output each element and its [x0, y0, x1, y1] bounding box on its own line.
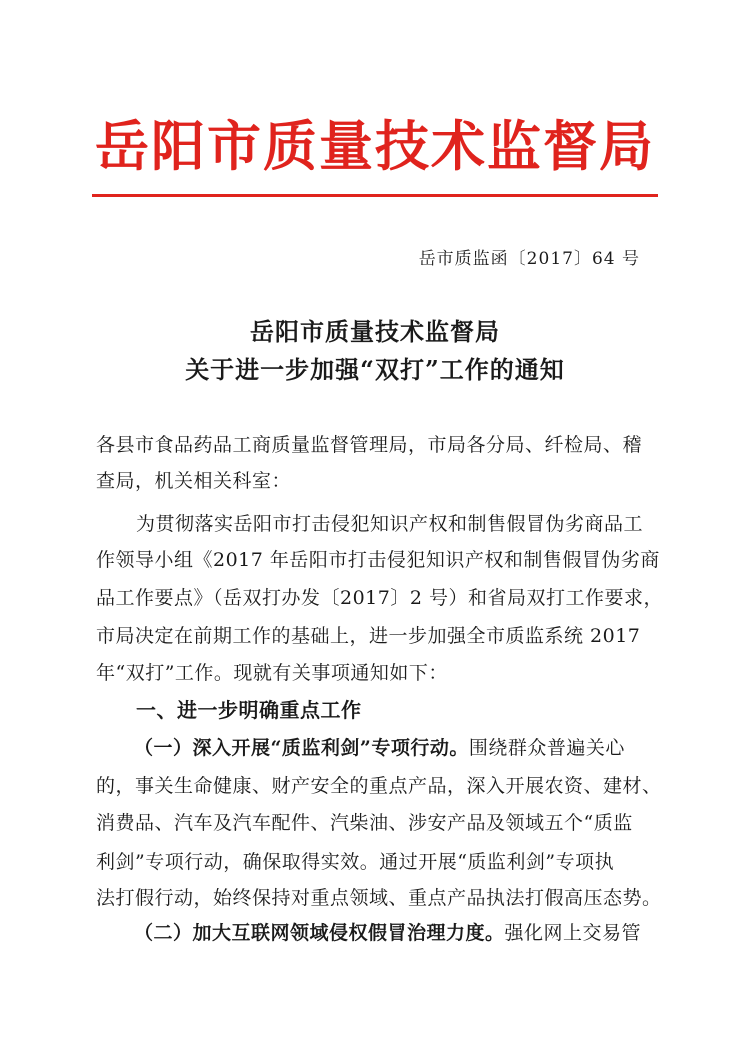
item2-lead: （二）加大互联网领域侵权假冒治理力度。 [134, 922, 505, 944]
item1-line4: 利剑”专项行动，确保取得实效。通过开展“质监利剑”专项执 [96, 851, 615, 873]
para1-line3: 品工作要点》（岳双打办发〔2017〕2 号）和省局双打工作要求， [96, 587, 663, 609]
item1-line5: 法打假行动，始终保持对重点领域、重点产品执法打假高压态势。 [96, 887, 662, 909]
letterhead-red-rule [92, 194, 658, 197]
notice-title-line1: 岳阳市质量技术监督局 [250, 317, 500, 346]
section1-heading: 一、进一步明确重点工作 [136, 698, 362, 722]
para1-line5: 年“双打”工作。现就有关事项通知如下： [96, 662, 448, 684]
notice-title-line2: 关于进一步加强“双打”工作的通知 [185, 355, 565, 384]
item1-line1 [134, 733, 625, 760]
item1-line1-rest: 围绕群众普遍关心 [468, 737, 625, 759]
item1-line2: 的，事关生命健康、财产安全的重点产品，深入开展农资、建材、 [96, 775, 662, 797]
para1-line4: 市局决定在前期工作的基础上，进一步加强全市质监系统 2017 [96, 625, 641, 647]
letterhead-title: 岳阳市质量技术监督局 [95, 115, 655, 178]
item2-line1-rest: 强化网上交易管 [504, 922, 642, 944]
document-number: 岳市质监函〔2017〕64 号 [418, 249, 640, 269]
item1-lead: （一）深入开展“质监利剑”专项行动。 [134, 737, 469, 759]
addressee-line1: 各县市食品药品工商质量监督管理局，市局各分局、纤检局、稽 [96, 434, 643, 456]
item1-line3: 消费品、汽车及汽车配件、汽柴油、涉安产品及领域五个“质监 [96, 812, 633, 834]
addressee-line2: 查局，机关相关科室： [96, 470, 292, 492]
para1-line2: 作领导小组《2017 年岳阳市打击侵犯知识产权和制售假冒伪劣商 [96, 549, 660, 571]
item2-line1 [134, 918, 641, 945]
para1-line1: 为贯彻落实岳阳市打击侵犯知识产权和制售假冒伪劣商品工 [136, 513, 644, 535]
